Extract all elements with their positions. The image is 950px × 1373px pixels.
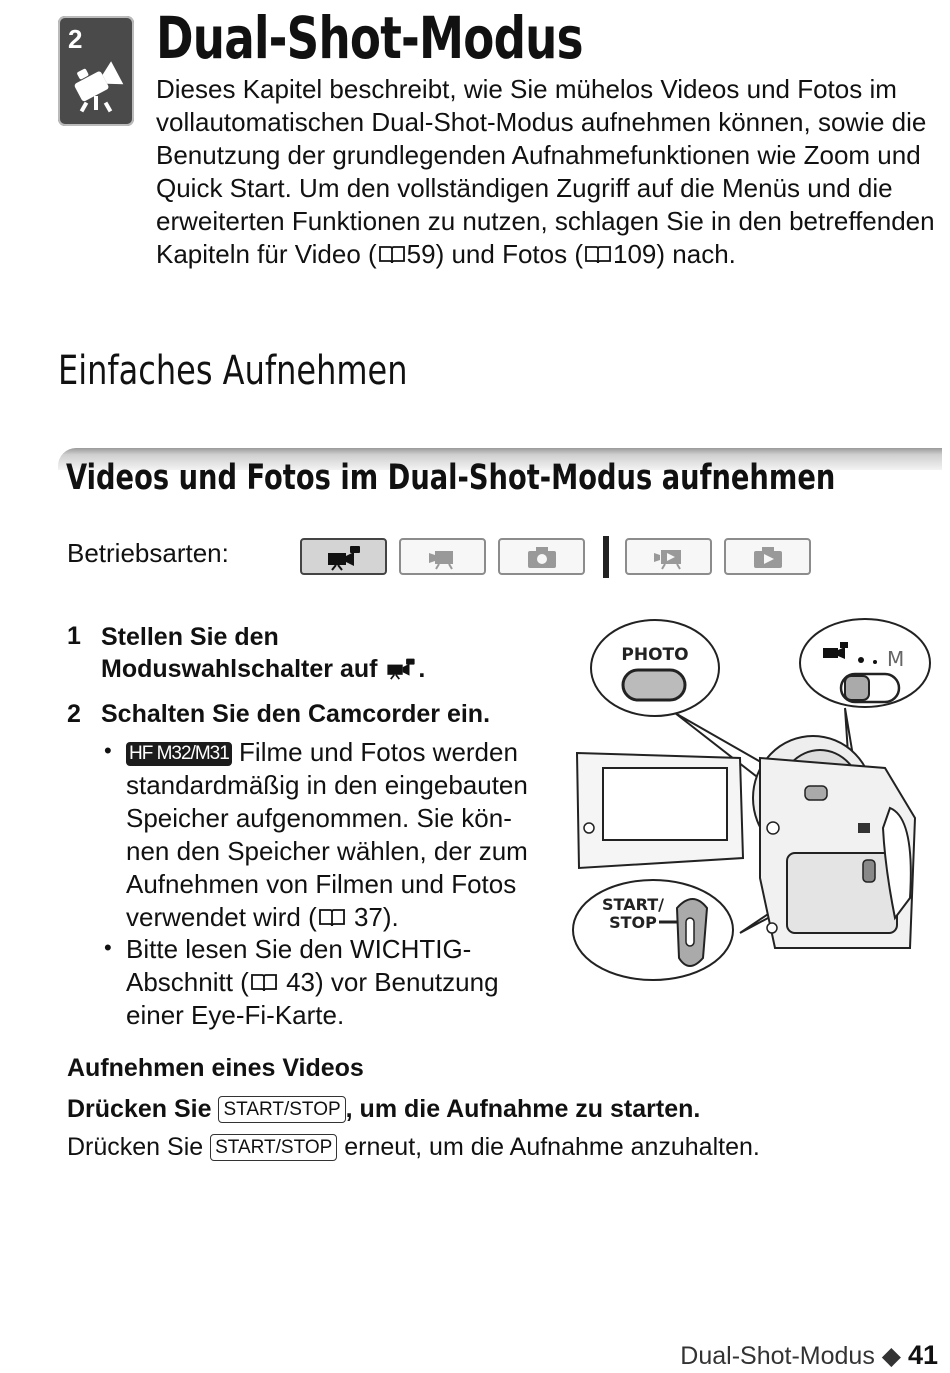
page-reference: 37 [353,902,383,932]
page-number: 41 [907,1340,938,1370]
intro-text: ) und Fotos ( [435,239,583,269]
footer-section: Dual-Shot-Modus [680,1342,875,1370]
chapter-badge [58,16,134,126]
mode-switch-small [858,823,870,833]
bullet-line: Speicher aufgenommen. Sie kön- [126,803,512,833]
instruction-text: erneut, um die Aufnahme anzuhalten. [337,1133,760,1161]
photo-label: PHOTO [621,645,689,665]
page-reference: 59 [406,239,436,269]
dual-shot-mode-icon [384,655,418,681]
start-stop-small [863,860,875,882]
bullet-line [126,901,556,934]
video-playback-icon [649,543,689,571]
intro-paragraph [156,73,946,271]
section-heading: Einfaches Aufnehmen [58,348,408,394]
page-reference: 109 [613,239,657,269]
page-reference: 43 [286,967,315,997]
bullet-marker: • [104,738,112,763]
photo-callout [591,620,719,716]
stop-label: STOP [609,913,657,932]
step-line [101,653,425,685]
bullet-line-text: Abschnitt ( [126,967,249,997]
book-reference-icon [317,908,347,928]
instruction-text: Drücken Sie [67,1095,219,1123]
video-camera-icon [64,52,128,116]
step-text [101,621,425,685]
mode-video [399,538,486,575]
footer-separator: ◆ [881,1342,901,1370]
bullet-line [126,736,556,769]
photo-mode-icon [522,543,562,571]
step-text: Schalten Sie den Camcorder ein. [101,700,491,728]
mode-photo [498,538,585,575]
bullet-text [126,736,556,934]
modes-label: Betriebsarten: [67,538,229,568]
start-stop-key: START/STOP [218,1096,345,1123]
bullet-marker: • [104,935,112,960]
bullet-line: standardmäßig in den eingebauten [126,770,528,800]
instruction-text: , um die Aufnahme zu starten. [345,1095,701,1123]
start-stop-key: START/STOP [210,1134,337,1161]
bullet-line: Bitte lesen Sie den WICHTIG- [126,934,472,964]
recording-instruction [67,1095,700,1124]
bullet-line-text: ) vor Benutzung [314,967,499,997]
mode-video-playback [625,538,712,575]
step-line-text: Moduswahlschalter auf [101,655,378,683]
start-label: START/ [602,895,664,914]
mode-photo-playback [724,538,811,575]
recording-heading: Aufnehmen eines Videos [67,1054,364,1082]
page-footer [680,1340,938,1371]
bullet-line-text: Filme und Fotos werden [231,737,518,767]
chapter-number: 2 [68,24,83,54]
bullet-text [126,933,556,1032]
book-reference-icon [583,245,613,265]
instruction-text: Drücken Sie [67,1133,211,1161]
lcd-screen [603,768,727,840]
bullet-line [126,966,556,999]
modes-divider [603,536,609,578]
bullet-line: nen den Speicher wählen, der zum [126,836,528,866]
step-line: Stellen Sie den [101,623,279,651]
book-reference-icon [249,973,279,993]
bullet-line: einer Eye-Fi-Karte. [126,1000,345,1030]
step-number: 1 [67,622,81,650]
page-title: Dual-Shot-Modus [156,4,583,72]
book-reference-icon [377,245,407,265]
step-number: 2 [67,700,81,728]
bullet-line: Aufnehmen von Filmen und Fotos [126,869,517,899]
camcorder-illustration [565,618,945,1020]
photo-button-small [805,786,827,800]
step-line-end: . [418,655,426,683]
photo-button [623,670,685,700]
video-mode-icon [423,543,463,571]
model-badge: HF M32/M31 [126,742,232,766]
mode-label: M [887,647,905,671]
intro-text: ) nach. [656,239,736,269]
dual-shot-mode-icon [324,543,364,571]
intro-text: Dieses Kapitel beschreibt, wie Sie mühelos Videos und Fotos im vollautomatischen Dual-Shot-Modus aufnehmen können, sowie die Benutzung der grundlegenden Aufnahmefunktionen wie Zoom und Quick Start. Um den vollständigen Zugriff auf die Menüs und die erweiterten Funktionen zu nutzen, schlagen Sie in den betreffenden Kapiteln für Video ( [156,74,935,269]
bullet-line-text: verwendet wird ( [126,902,317,932]
photo-playback-icon [748,543,788,571]
subsection-heading: Videos und Fotos im Dual-Shot-Modus aufnehmen [66,458,836,498]
recording-instruction-secondary [67,1133,760,1162]
bullet-line-text: ). [382,902,399,932]
mode-dual-shot [300,538,387,575]
